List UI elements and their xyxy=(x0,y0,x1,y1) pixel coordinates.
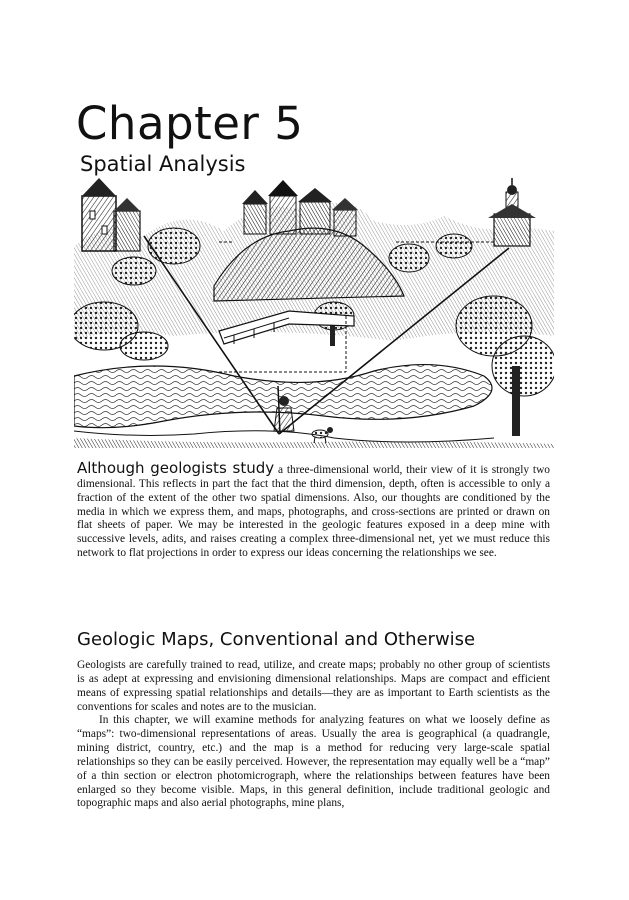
chapter-title: Chapter 5 xyxy=(76,97,304,150)
section-paragraph-2: In this chapter, we will examine methods for analyzing features on what we loosely define as “maps”: two-dimensional representations of areas. Usually the area is geographical (a quadrangle, mining district, country, etc.) and the map is a method for reducing very large-scale spatial relationships so they can be easily perceived. However, the representation may equally well be a “map” of a thin section or electron photomicrograph, where the relationships between features have been enlarged so they become visible. Maps, in this general definition, include traditional geologic and topographic maps and also aerial photographs, mine plans, xyxy=(77,714,550,810)
left-castle-icon xyxy=(82,178,140,251)
dog-icon xyxy=(312,427,333,443)
intro-lead-words: Although geologists study xyxy=(77,459,275,477)
woodcut-landscape-icon xyxy=(74,176,554,448)
section-heading: Geologic Maps, Conventional and Otherwise xyxy=(77,629,476,650)
right-church-icon xyxy=(488,178,536,246)
intro-text: a three-dimensional world, their view of it is strongly two dimensional. This reflects in part the fact that the third dimension, depth, often is accessible to only a fraction of the extent of the other two spatial dimensions. Also, our thoughts are conditioned by the media in which we express them, and maps, photographs, and cross-sections are printed or drawn on flat sheets of paper. We may be interested in the geologic features exposed in a deep mine with successive levels, adits, and raises creating a complex three-dimensional net, yet we must reduce this network to flat projections in order to express our ideas concerning the relationships we see. xyxy=(77,464,550,560)
intro-paragraph xyxy=(77,459,550,561)
chapter-subtitle: Spatial Analysis xyxy=(80,152,246,176)
section-body xyxy=(77,659,550,811)
section-paragraph-1: Geologists are carefully trained to read, utilize, and create maps; probably no other group of scientists is as adept at expressing and envisioning dimensional relationships. Maps are compact and efficient means of expressing spatial relationships and details—they are as important to Earth scientists as the conventions for scales and notes are to the musician. xyxy=(77,659,550,713)
